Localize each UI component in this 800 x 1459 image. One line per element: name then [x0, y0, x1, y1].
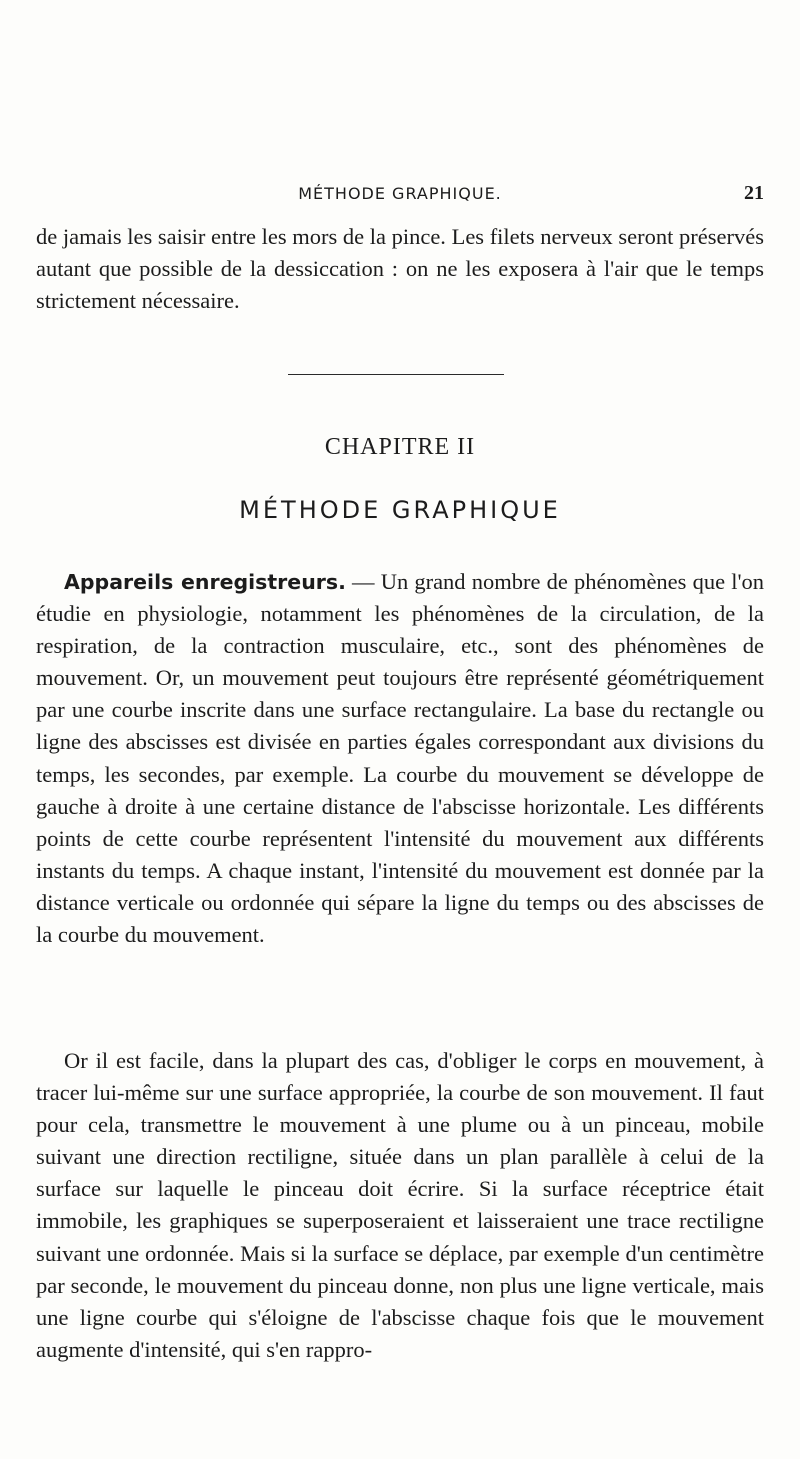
chapter-number: CHAPITRE II — [324, 434, 476, 460]
paragraph-1-text: — Un grand nombre de phénomènes que l'on étudie en physiologie, notamment les phénomènes de la circulation, de la respiration, de la contraction musculaire, etc., sont des phénomènes de mouvement. Or, un mouvement peut toujours être représenté géométriquement par une courbe inscrite dans une surface rectangulaire. La base du rectangle ou ligne des abscisses est divisée en parties égales correspondant aux divisions du temps, les secondes, par exemple. La courbe du mouvement se développe de gauche à droite à une certaine distance de l'abscisse horizontale. Les différents points de cette courbe représentent l'intensité du mouvement aux différents instants du temps. A chaque instant, l'intensité du mouvement est donnée par la distance verticale ou ordonnée qui sépare la ligne du temps ou des abscisses de la courbe du mouvement. — [36, 569, 764, 948]
carryover-paragraph: de jamais les saisir entre les mors de la pince. Les filets nerveux seront préservés autant que possible de la dessiccation : on ne les exposera à l'air que le temps strictement nécessaire. — [36, 224, 764, 314]
section-lead-in: Appareils enregistreurs. — [64, 570, 346, 594]
paragraph-appareils — [36, 566, 764, 951]
running-title: MÉTHODE GRAPHIQUE. — [298, 184, 502, 203]
paragraph-2: Or il est facile, dans la plupart des cas, d'obliger le corps en mouvement, à tracer lui-même sur une surface appropriée, la courbe de son mouvement. Il faut pour cela, transmettre le mouvement à une plume ou à un pinceau, mobile suivant une direction rectiligne, située dans un plan parallèle à celui de la surface sur laquelle le pinceau doit écrire. Si la surface réceptrice était immobile, les graphiques se superposeraient et laisseraient une trace rectiligne suivant une ordonnée. Mais si la surface se déplace, par exemple d'un centimètre par seconde, le mouvement du pinceau donne, non plus une ligne verticale, mais une ligne courbe qui s'éloigne de l'abscisse chaque fois que le mouvement augmente d'intensité, qui s'en rappro- — [36, 1048, 764, 1362]
chapter-title: MÉTHODE GRAPHIQUE — [239, 496, 561, 524]
section-divider — [288, 374, 504, 375]
running-head — [36, 182, 764, 212]
page-number: 21 — [744, 182, 764, 204]
